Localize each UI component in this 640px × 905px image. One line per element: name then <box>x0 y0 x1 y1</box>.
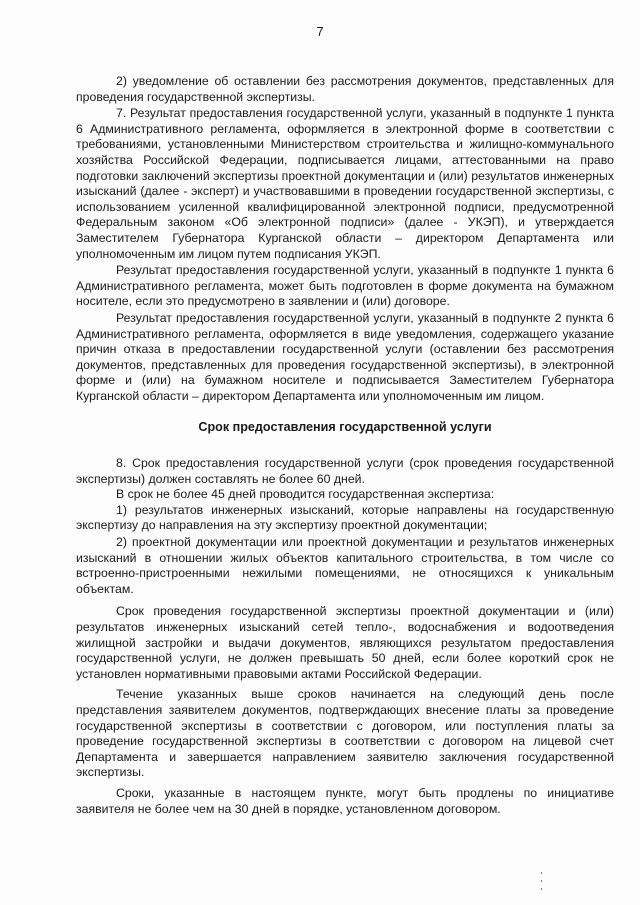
paragraph-term-start: Течение указанных выше сроков начинается на следующий день после представления заявителем документов, подтверждающих внесение платы за проведение государственной экспертизы в соответствии с договором, или поступления платы за проведение государственной экспертизы в соответствии с договором на лицевой счет Департамента и завершается направлением заявителю заключения государственной экспертизы. <box>76 687 614 780</box>
document-body <box>76 74 614 817</box>
paragraph-refusal-notice: Результат предоставления государственной услуги, указанный в подпункте 2 пункта 6 Административного регламента, оформляется в виде уведомления, содержащего указание причин отказа в предоставлении государственной услуги (оставлении без рассмотрения документов, представленных для проведения государственной экспертизы), в электронной форме и (или) на бумажном носителе и подписывается Заместителем Губернатора Курганской области – директором Департамента или уполномоченным им лицом. <box>76 310 614 403</box>
paragraph-notice-item-2: 2) уведомление об оставлении без рассмотрения документов, представленных для проведения государственной экспертизы. <box>76 74 614 104</box>
paragraph-clause-8: 8. Срок предоставления государственной услуги (срок проведения государственной экспертизы) должен составлять не более 60 дней. <box>76 456 614 486</box>
list-item-1: 1) результатов инженерных изысканий, которые направлены на государственную экспертизу до направления на эту экспертизу проектной документации; <box>76 502 614 533</box>
paragraph-50-days: Срок проведения государственной экспертизы проектной документации и (или) результатов инженерных изысканий сетей тепло-, водоснабжения и водоотведения жилищной застройки и выдачи документов, являющихся результатом предоставления государственной услуги, не должен превышать 50 дней, если более короткий срок не установлен нормативными правовыми актами Российской Федерации. <box>76 604 614 681</box>
list-item-2: 2) проектной документации или проектной документации и результатов инженерных изысканий в отношении жилых объектов капитального строительства, в том числе со встроенно-пристроенными нежилыми помещениями, не относящихся к уникальным объектам. <box>76 535 614 596</box>
section-title: Срок предоставления государственной услуги <box>198 420 492 435</box>
paragraph-45-days: В срок не более 45 дней проводится государственная экспертиза: <box>116 487 495 502</box>
scan-margin-marks <box>541 872 543 898</box>
paragraph-paper-form: Результат предоставления государственной услуги, указанный в подпункте 1 пункта 6 Административного регламента, может быть подготовлен в форме документа на бумажном носителе, если это предусмотрено в заявлении и (или) договоре. <box>76 263 614 309</box>
paragraph-extension: Сроки, указанные в настоящем пункте, могут быть продлены по инициативе заявителя не более чем на 30 дней в порядке, установленном договором. <box>76 785 614 816</box>
paragraph-clause-7: 7. Результат предоставления государственной услуги, указанный в подпункте 1 пункта 6 Административного регламента, оформляется в электронной форме в соответствии с требованиями, установленными Министерством строительства и жилищно-коммунального хозяйства Российской Федерации, подписывается лицами, аттестованными на право подготовки заключений экспертизы проектной документации и (или) результатов инженерных изысканий (далее - эксперт) и участвовавшими в проведении государственной экспертизы, с использованием усиленной квалифицированной электронной подписи, предусмотренной Федеральным законом «Об электронной подписи» (далее - УКЭП), и утверждается Заместителем Губернатора Курганской области – директором Департамента или уполномоченным им лицом путем подписания УКЭП. <box>76 106 614 261</box>
page-number: 7 <box>316 24 324 39</box>
